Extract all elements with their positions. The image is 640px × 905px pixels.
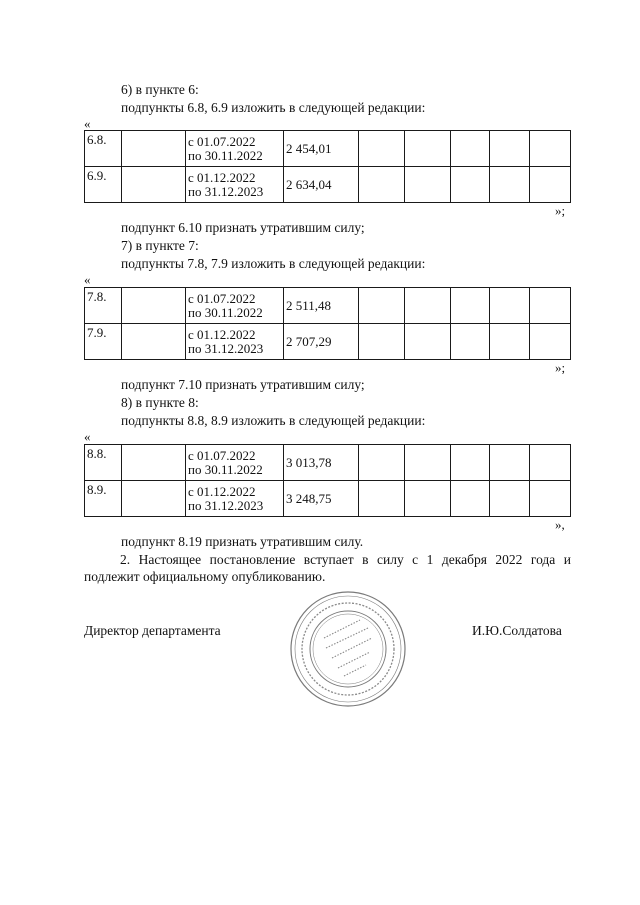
- section6-open-quote: «: [84, 116, 91, 131]
- empty-cell: [405, 131, 451, 167]
- period-to: по 30.11.2022: [188, 147, 263, 163]
- empty-cell: [451, 445, 490, 481]
- empty-cell: [122, 481, 186, 517]
- signature-position: Директор департамента: [84, 623, 221, 638]
- empty-cell: [451, 288, 490, 324]
- period-cell: [186, 167, 284, 203]
- empty-cell: [405, 481, 451, 517]
- period-cell: [186, 445, 284, 481]
- section7-open-quote: «: [84, 272, 91, 287]
- section6-table: [84, 130, 571, 203]
- value-cell: 2 454,01: [284, 131, 359, 167]
- empty-cell: [490, 167, 530, 203]
- empty-cell: [122, 167, 186, 203]
- empty-cell: [490, 445, 530, 481]
- empty-cell: [490, 481, 530, 517]
- section6-note: подпункт 6.10 признать утратившим силу;: [121, 220, 365, 235]
- section6-close-quote: »;: [555, 203, 566, 218]
- period-cell: [186, 324, 284, 360]
- row-number: 8.8.: [85, 445, 122, 481]
- section7-note: подпункт 7.10 признать утратившим силу;: [121, 377, 365, 392]
- empty-cell: [530, 288, 571, 324]
- empty-cell: [405, 445, 451, 481]
- empty-cell: [122, 445, 186, 481]
- row-number: 7.9.: [85, 324, 122, 360]
- signature-name: И.Ю.Солдатова: [472, 623, 562, 638]
- section8-close-quote: »,: [555, 517, 565, 532]
- section7-close-quote: »;: [555, 360, 566, 375]
- empty-cell: [451, 324, 490, 360]
- official-seal-stamp: [288, 590, 408, 708]
- empty-cell: [359, 131, 405, 167]
- table-row: [85, 324, 571, 360]
- empty-cell: [451, 481, 490, 517]
- section6-heading: 6) в пункте 6:: [121, 82, 199, 97]
- period-from: с 01.12.2022: [188, 169, 256, 185]
- period-from: с 01.07.2022: [188, 447, 256, 463]
- empty-cell: [490, 288, 530, 324]
- table-row: [85, 167, 571, 203]
- final-paragraph: [84, 551, 571, 585]
- period-cell: [186, 481, 284, 517]
- table-row: [85, 481, 571, 517]
- period-to: по 31.12.2023: [188, 497, 264, 513]
- empty-cell: [359, 324, 405, 360]
- section6-intro: подпункты 6.8, 6.9 изложить в следующей редакции:: [121, 100, 426, 115]
- empty-cell: [405, 324, 451, 360]
- value-cell: 2 707,29: [284, 324, 359, 360]
- period-from: с 01.07.2022: [188, 290, 256, 306]
- section8-table: [84, 444, 571, 517]
- empty-cell: [530, 167, 571, 203]
- empty-cell: [405, 288, 451, 324]
- period-to: по 30.11.2022: [188, 461, 263, 477]
- row-number: 6.9.: [85, 167, 122, 203]
- row-number: 7.8.: [85, 288, 122, 324]
- section8-heading: 8) в пункте 8:: [121, 395, 199, 410]
- empty-cell: [359, 481, 405, 517]
- empty-cell: [490, 324, 530, 360]
- empty-cell: [122, 288, 186, 324]
- empty-cell: [359, 167, 405, 203]
- section8-open-quote: «: [84, 429, 91, 444]
- value-cell: 2 511,48: [284, 288, 359, 324]
- empty-cell: [451, 131, 490, 167]
- section8-intro: подпункты 8.8, 8.9 изложить в следующей редакции:: [121, 413, 426, 428]
- period-from: с 01.07.2022: [188, 133, 256, 149]
- period-to: по 30.11.2022: [188, 304, 263, 320]
- section8-note: подпункт 8.19 признать утратившим силу.: [121, 534, 364, 549]
- final-paragraph-text: 2. Настоящее постановление вступает в силу с 1 декабря 2022 года и подлежит официальному опубликованию.: [84, 552, 571, 584]
- empty-cell: [405, 167, 451, 203]
- empty-cell: [530, 481, 571, 517]
- empty-cell: [451, 167, 490, 203]
- row-number: 8.9.: [85, 481, 122, 517]
- empty-cell: [530, 445, 571, 481]
- section7-heading: 7) в пункте 7:: [121, 238, 199, 253]
- section7-table: [84, 287, 571, 360]
- empty-cell: [359, 445, 405, 481]
- period-to: по 31.12.2023: [188, 340, 264, 356]
- period-to: по 31.12.2023: [188, 183, 264, 199]
- row-number: 6.8.: [85, 131, 122, 167]
- empty-cell: [530, 131, 571, 167]
- value-cell: 3 013,78: [284, 445, 359, 481]
- value-cell: 2 634,04: [284, 167, 359, 203]
- empty-cell: [122, 131, 186, 167]
- table-row: [85, 131, 571, 167]
- section7-intro: подпункты 7.8, 7.9 изложить в следующей редакции:: [121, 256, 426, 271]
- empty-cell: [359, 288, 405, 324]
- table-row: [85, 288, 571, 324]
- period-from: с 01.12.2022: [188, 326, 256, 342]
- period-from: с 01.12.2022: [188, 483, 256, 499]
- empty-cell: [490, 131, 530, 167]
- period-cell: [186, 288, 284, 324]
- table-row: [85, 445, 571, 481]
- period-cell: [186, 131, 284, 167]
- empty-cell: [530, 324, 571, 360]
- value-cell: 3 248,75: [284, 481, 359, 517]
- empty-cell: [122, 324, 186, 360]
